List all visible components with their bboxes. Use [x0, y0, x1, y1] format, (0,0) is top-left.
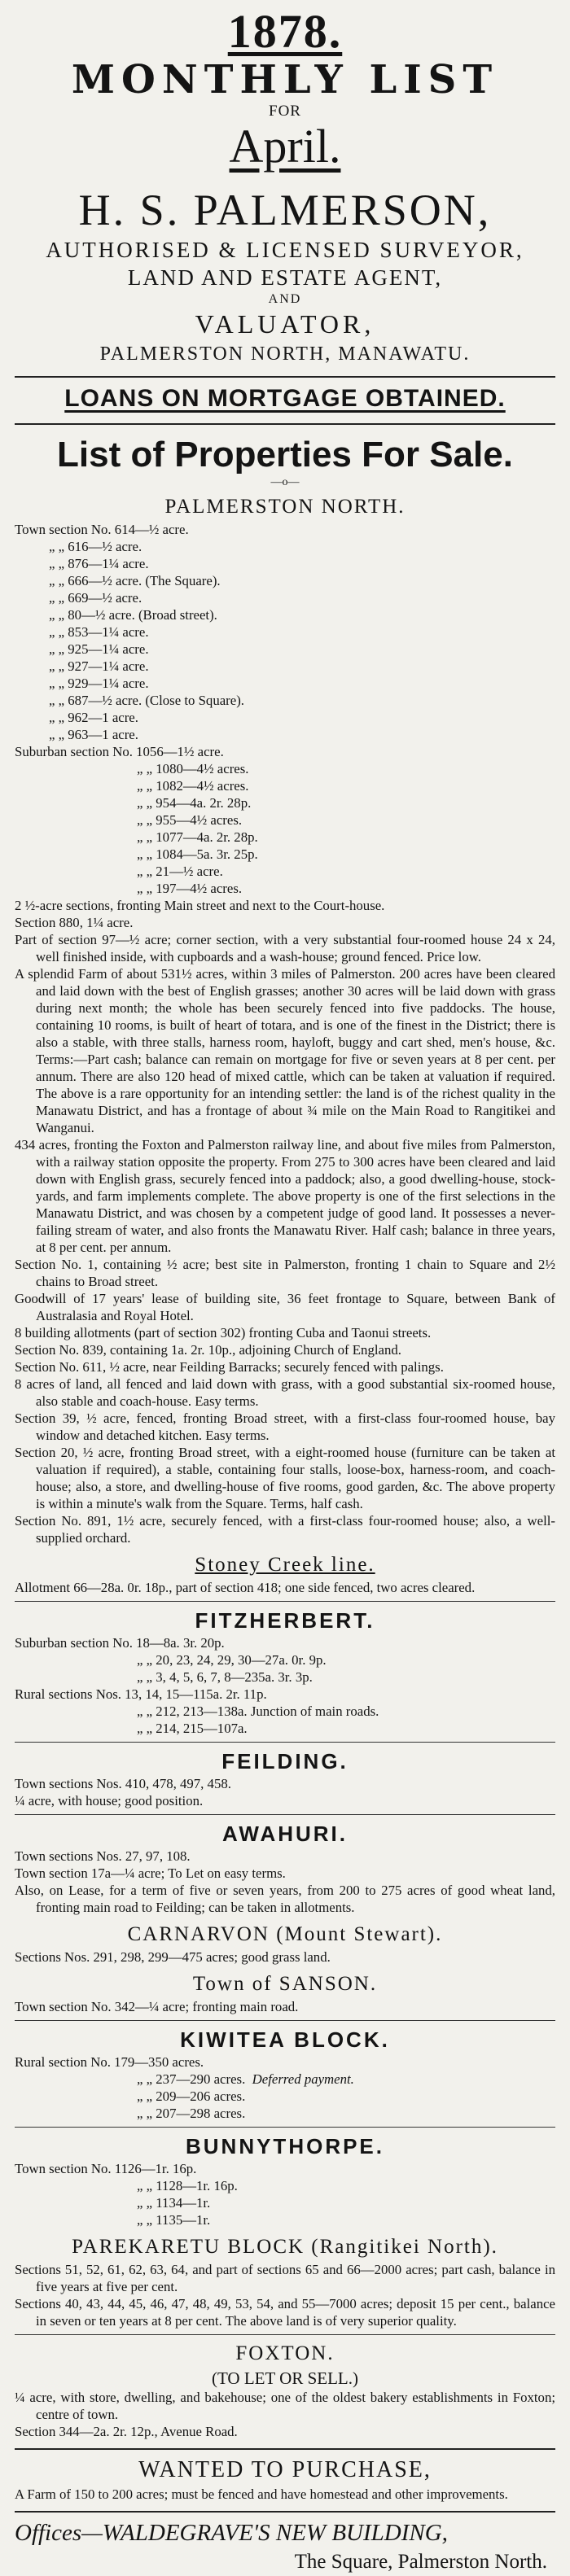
list-item: Rural section No. 179—350 acres. [15, 2054, 204, 2070]
section-heading-fitzherbert: FITZHERBERT. [195, 1608, 375, 1633]
divider [15, 423, 555, 425]
list-item: „ „ 1080—4½ acres. [137, 761, 249, 776]
palmerston-town-sections [15, 521, 555, 743]
list-item: „ „ 207—298 acres. [137, 2106, 246, 2121]
list-item: „ „ 209—206 acres. [137, 2088, 246, 2104]
palmerston-suburban-sections [15, 743, 555, 897]
listing-paragraph: Sections 51, 52, 61, 62, 63, 64, and part of sections 65 and 66—2000 acres; part cash, balance in five years at five per cent. [15, 2262, 555, 2294]
divider [15, 1814, 555, 1815]
list-item: „ „ 955—4½ acres. [137, 812, 243, 828]
listing-paragraph: A splendid Farm of about 531½ acres, within 3 miles of Palmerston. 200 acres have been cleared and laid down with the best of English grasses; another 30 acres will be laid down with grass during next month; the whole has been securely fenced into five paddocks. The house, containing 10 rooms, is built of heart of totara, and is one of the finest in the District; there is also a stable, with three stalls, harness room, hayloft, buggy and cart shed, men's house, &c. Terms:—Part cash; balance can remain on mortgage for five or seven years at 8 per cent. per annum. There are also 120 head of mixed cattle, which can be taken at valuation if required. The above is a rare opportunity for an intending settler: the land is of the richest quality in the Manawatu District, and has a frontage of about ¾ mile on the Main Road to Rangitikei and Wanganui. [15, 966, 555, 1135]
listing-paragraph: Section No. 611, ½ acre, near Feilding Barracks; securely fenced with palings. [15, 1359, 444, 1375]
list-item: Rural sections Nos. 13, 14, 15—115a. 2r. 11p. [15, 1686, 267, 1702]
list-item: „ „ 214, 215—107a. [137, 1721, 248, 1736]
list-item: „ „ 954—4a. 2r. 28p. [137, 795, 252, 811]
and-label: AND [268, 292, 302, 306]
list-item: Town section 17a—¼ acre; To Let on easy terms. [15, 1865, 286, 1881]
list-item: „ „ 80—½ acre. (Broad street). [49, 607, 217, 623]
offices-address: The Square, Palmerston North. [294, 2551, 547, 2573]
wanted-heading: WANTED TO PURCHASE, [138, 2457, 432, 2482]
section-heading-stoney-creek: Stoney Creek line. [195, 1554, 375, 1576]
listing-paragraph: 8 building allotments (part of section 302) fronting Cuba and Taonui streets. [15, 1325, 432, 1340]
list-item: „ „ 853—1¼ acre. [49, 624, 149, 640]
list-item [15, 2071, 555, 2088]
list-item: „ „ 21—½ acre. [137, 864, 223, 879]
divider [15, 376, 555, 378]
list-item: Suburban section No. 1056—1½ acre. [15, 744, 224, 759]
agent-title-surveyor: AUTHORISED & LICENSED SURVEYOR, [46, 238, 524, 262]
list-item: „ „ 20, 23, 24, 29, 30—27a. 0r. 9p. [137, 1652, 327, 1668]
listing-paragraph: Section No. 839, containing 1a. 2r. 10p., adjoining Church of England. [15, 1342, 401, 1358]
list-item: „ „ 963—1 acre. [49, 727, 138, 742]
document-title: MONTHLY LIST [71, 57, 499, 103]
section-heading-awahuri: AWAHURI. [222, 1822, 348, 1846]
list-item: „ „ 687—½ acre. (Close to Square). [49, 693, 244, 708]
listing-paragraph: 8 acres of land, all fenced and laid down with grass, with a good substantial six-roomed house, also stable and coach-house. Easy terms. [15, 1376, 555, 1409]
list-item: Town section No. 614—½ acre. [15, 522, 189, 537]
list-item: „ „ 929—1¼ acre. [49, 676, 149, 691]
agent-title-land-agent: LAND AND ESTATE AGENT, [127, 265, 443, 290]
listing-paragraph: Goodwill of 17 years' lease of building site, 36 feet frontage to Square, between Bank of Australasia and Royal Hotel. [15, 1291, 555, 1323]
divider [15, 2448, 555, 2450]
palmerston-listings [15, 897, 555, 1546]
list-item: „ „ 669—½ acre. [49, 590, 142, 606]
section-heading-feilding: FEILDING. [221, 1749, 349, 1773]
list-item: „ „ 1135—1r. [137, 2212, 211, 2228]
listing-paragraph: 434 acres, fronting the Foxton and Palmerston railway line, and about five miles from Palmerston, with a railway station opposite the property. From 275 to 300 acres have been cleared and laid down with English grass, securely fenced into a paddock; also, a good dwelling-house, stock-yards, and farm implements complete. The above property is one of the first selections in the Manawatu District, and was chosen by a competent judge of good land. It possesses a never-failing stream of water, and also fronts the Manawatu River. Half cash; balance in three years, at 8 per cent. per annum. [15, 1137, 555, 1255]
month-heading: April. [229, 120, 341, 173]
ornament: —o— [270, 476, 300, 488]
list-item: Section 344—2a. 2r. 12p., Avenue Road. [15, 2424, 238, 2439]
list-item: „ „ 616—½ acre. [49, 539, 142, 554]
fitzherbert-sections [15, 1634, 555, 1737]
section-heading-bunnythorpe: BUNNYTHORPE. [185, 2134, 384, 2158]
for-label: FOR [269, 103, 301, 120]
listing-paragraph: ¼ acre, with store, dwelling, and bakehouse; one of the oldest bakery establishments in Foxton; centre of town. [15, 2390, 555, 2422]
list-item: „ „ 1134—1r. [137, 2195, 211, 2211]
list-item: „ „ 212, 213—138a. Junction of main roads. [137, 1703, 379, 1719]
divider [15, 2334, 555, 2335]
agent-name: H. S. PALMERSON, [78, 186, 492, 234]
listing-paragraph: Allotment 66—28a. 0r. 18p., part of section 418; one side fenced, two acres cleared. [15, 1580, 476, 1595]
listing-paragraph: Part of section 97—½ acre; corner section, with a very substantial four-roomed house 24 x 24, well finished inside, with cupboards and a wash-house; ground fenced. Price low. [15, 932, 555, 964]
list-item: „ „ 927—1¼ acre. [49, 658, 149, 674]
listing-paragraph: Section 880, 1¼ acre. [15, 915, 134, 930]
divider [15, 1742, 555, 1743]
divider [15, 1601, 555, 1602]
list-title: List of Properties For Sale. [57, 435, 513, 475]
section-heading-carnarvon: CARNARVON (Mount Stewart). [127, 1923, 443, 1945]
list-item-text: „ „ 237—290 acres. [137, 2071, 246, 2087]
list-item: „ „ 1084—5a. 3r. 25p. [137, 846, 258, 862]
list-item: Sections Nos. 291, 298, 299—475 acres; good grass land. [15, 1949, 331, 1965]
foxton-subheading: (TO LET OR SELL.) [211, 2368, 359, 2388]
list-item: „ „ 1082—4½ acres. [137, 778, 249, 794]
agent-title-valuator: VALUATOR, [195, 309, 375, 339]
section-heading-kiwitea: KIWITEA BLOCK. [180, 2027, 390, 2052]
list-item: ¼ acre, with house; good position. [15, 1793, 204, 1808]
list-item: „ „ 666—½ acre. (The Square). [49, 573, 221, 588]
feilding-sections [15, 1775, 555, 1809]
awahuri-sections [15, 1848, 555, 1916]
kiwitea-sections [15, 2053, 555, 2122]
year-heading: 1878. [227, 5, 343, 58]
deferred-payment-note: Deferred payment. [252, 2071, 354, 2087]
listing-paragraph: Section No. 1, containing ½ acre; best site in Palmerston, fronting 1 chain to Square and 2½ chains to Broad street. [15, 1257, 555, 1289]
offices-label: Offices—WALDEGRAVE'S NEW BUILDING, [15, 2520, 448, 2546]
bunnythorpe-sections [15, 2160, 555, 2228]
list-item: „ „ 197—4½ acres. [137, 881, 243, 896]
list-item: Town section No. 342—¼ acre; fronting main road. [15, 1999, 299, 2014]
list-item: „ „ 925—1¼ acre. [49, 641, 149, 657]
section-heading-palmerston: PALMERSTON NORTH. [164, 496, 406, 518]
agent-address: PALMERSTON NORTH, MANAWATU. [99, 343, 471, 365]
list-item: „ „ 876—1¼ acre. [49, 556, 149, 571]
listing-paragraph: 2 ½-acre sections, fronting Main street and next to the Court-house. [15, 898, 385, 913]
wanted-text: A Farm of 150 to 200 acres; must be fenced and have homestead and other improvements. [15, 2486, 508, 2502]
section-heading-foxton: FOXTON. [235, 2342, 335, 2364]
listing-paragraph: Section No. 891, 1½ acre, securely fenced, with a first-class four-roomed house; also, a well-supplied orchard. [15, 1513, 555, 1546]
list-item: „ „ 1128—1r. 16p. [137, 2178, 238, 2193]
divider [15, 2127, 555, 2128]
divider [15, 2020, 555, 2021]
list-item: Town sections Nos. 410, 478, 497, 458. [15, 1776, 231, 1791]
list-item: „ „ 3, 4, 5, 6, 7, 8—235a. 3r. 3p. [137, 1669, 313, 1685]
listing-paragraph: Also, on Lease, for a term of five or seven years, from 200 to 275 acres of good wheat land, fronting main road to Feilding; can be taken in allotments. [15, 1883, 555, 1915]
divider [15, 2511, 555, 2513]
list-item: Town section No. 1126—1r. 16p. [15, 2161, 197, 2176]
list-item: Town sections Nos. 27, 97, 108. [15, 1848, 191, 1864]
listing-paragraph: Section 20, ½ acre, fronting Broad street, with a eight-roomed house (furniture can be taken at valuation if required), a stable, containing four stalls, loose-box, harness-room, and coach-house; also, a store, and dwelling-house of five rooms, good garden, &c. The above property is within a minute's walk from the Square. Terms, half cash. [15, 1445, 555, 1511]
list-item: „ „ 1077—4a. 2r. 28p. [137, 829, 258, 845]
parekaretu-sections [15, 2261, 555, 2329]
list-item: „ „ 962—1 acre. [49, 710, 138, 725]
section-heading-sanson: Town of SANSON. [192, 1973, 378, 1995]
foxton-sections [15, 2389, 555, 2440]
listing-paragraph: Sections 40, 43, 44, 45, 46, 47, 48, 49, 53, 54, and 55—7000 acres; deposit 15 per cent., balance in seven or ten years at 8 per cent. The above land is of very superior quality. [15, 2296, 555, 2329]
section-heading-parekaretu: PAREKARETU BLOCK (Rangitikei North). [72, 2236, 498, 2258]
loans-banner: LOANS ON MORTGAGE OBTAINED. [64, 385, 506, 412]
listing-paragraph: Section 39, ½ acre, fenced, fronting Broad street, with a first-class four-roomed house, bay window and detached kitchen. Easy terms. [15, 1410, 555, 1443]
list-item: Suburban section No. 18—8a. 3r. 20p. [15, 1635, 225, 1651]
